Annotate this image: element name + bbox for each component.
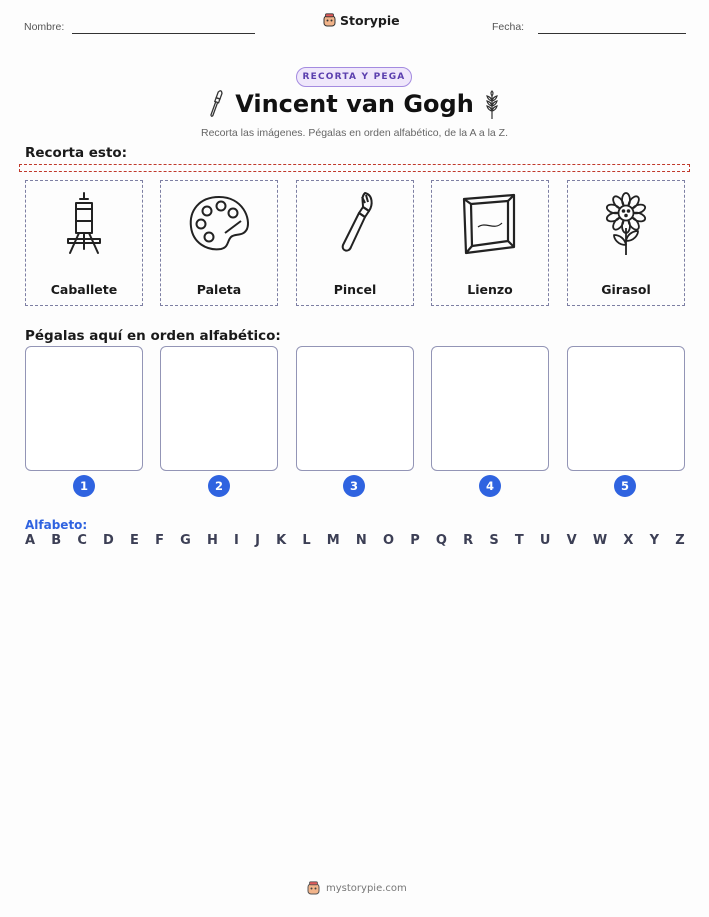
alphabet-letter: S — [489, 533, 499, 548]
alphabet-letter: C — [77, 533, 87, 548]
date-line[interactable] — [538, 33, 686, 34]
alphabet-letter: W — [592, 533, 608, 548]
alphabet-letter: N — [355, 533, 367, 548]
alphabet-letter: X — [623, 533, 634, 548]
cut-card-caballete[interactable] — [25, 180, 143, 306]
palette-icon — [185, 189, 253, 259]
alphabet-letter: K — [276, 533, 287, 548]
slot-number-badge: 5 — [614, 475, 636, 497]
name-label: Nombre: — [24, 21, 65, 33]
alphabet-heading: Alfabeto: — [25, 518, 88, 532]
alphabet-letter: Q — [435, 533, 447, 548]
alphabet-letter: T — [514, 533, 524, 548]
slot-number-badge: 2 — [208, 475, 230, 497]
slot-number-badge: 3 — [343, 475, 365, 497]
paste-slot-4[interactable] — [431, 346, 549, 471]
cut-line — [19, 164, 690, 172]
alphabet-letter: D — [103, 533, 114, 548]
footer-site-link[interactable]: mystorypie.com — [326, 883, 407, 894]
card-label: Pincel — [333, 282, 377, 297]
paintbrush-icon — [321, 189, 389, 259]
date-label: Fecha: — [492, 21, 525, 33]
alphabet-letter: I — [234, 533, 239, 548]
paste-slot-2[interactable] — [160, 346, 278, 471]
paste-slot-5[interactable] — [567, 346, 685, 471]
paste-slot-3[interactable] — [296, 346, 414, 471]
name-line[interactable] — [72, 33, 255, 34]
wheat-decoration-icon — [483, 90, 501, 120]
alphabet-letter: H — [206, 533, 218, 548]
canvas-icon — [456, 189, 524, 259]
cut-card-lienzo[interactable] — [431, 180, 549, 306]
alphabet-letter: J — [255, 533, 260, 548]
cut-card-paleta[interactable] — [160, 180, 278, 306]
cut-card-girasol[interactable] — [567, 180, 685, 306]
brand-logo — [323, 13, 400, 28]
alphabet-letter: E — [130, 533, 139, 548]
alphabet-letter: G — [180, 533, 191, 548]
alphabet-letter: B — [51, 533, 62, 548]
alphabet-row — [25, 533, 685, 548]
alphabet-letter: A — [25, 533, 36, 548]
alphabet-letter: Z — [675, 533, 685, 548]
footer — [307, 881, 407, 896]
card-label: Lienzo — [467, 282, 513, 297]
card-label: Girasol — [601, 282, 651, 297]
sunflower-icon — [592, 189, 660, 259]
slot-number-badge: 4 — [479, 475, 501, 497]
slot-number-badge: 1 — [73, 475, 95, 497]
activity-badge: RECORTA Y PEGA — [296, 67, 412, 87]
alphabet-letter: F — [155, 533, 164, 548]
alphabet-letter: V — [566, 533, 577, 548]
cut-card-pincel[interactable] — [296, 180, 414, 306]
instructions-text: Recorta las imágenes. Pégalas en orden alfabético, de la A a la Z. — [200, 127, 509, 139]
brand-name: Storypie — [340, 13, 400, 28]
cut-section-heading: Recorta esto: — [25, 145, 128, 161]
storypie-mascot-icon — [323, 13, 336, 28]
paste-slot-1[interactable] — [25, 346, 143, 471]
alphabet-letter: R — [463, 533, 474, 548]
storypie-mascot-icon — [307, 881, 320, 896]
alphabet-letter: U — [539, 533, 551, 548]
easel-icon — [50, 189, 118, 259]
alphabet-letter: P — [410, 533, 420, 548]
alphabet-letter: L — [302, 533, 311, 548]
alphabet-letter: M — [326, 533, 340, 548]
card-label: Caballete — [50, 282, 118, 297]
alphabet-letter: O — [382, 533, 395, 548]
alphabet-letter: Y — [649, 533, 660, 548]
paste-section-heading: Pégalas aquí en orden alfabético: — [25, 328, 281, 344]
card-label: Paleta — [196, 282, 242, 297]
page-title: Vincent van Gogh — [235, 90, 474, 118]
